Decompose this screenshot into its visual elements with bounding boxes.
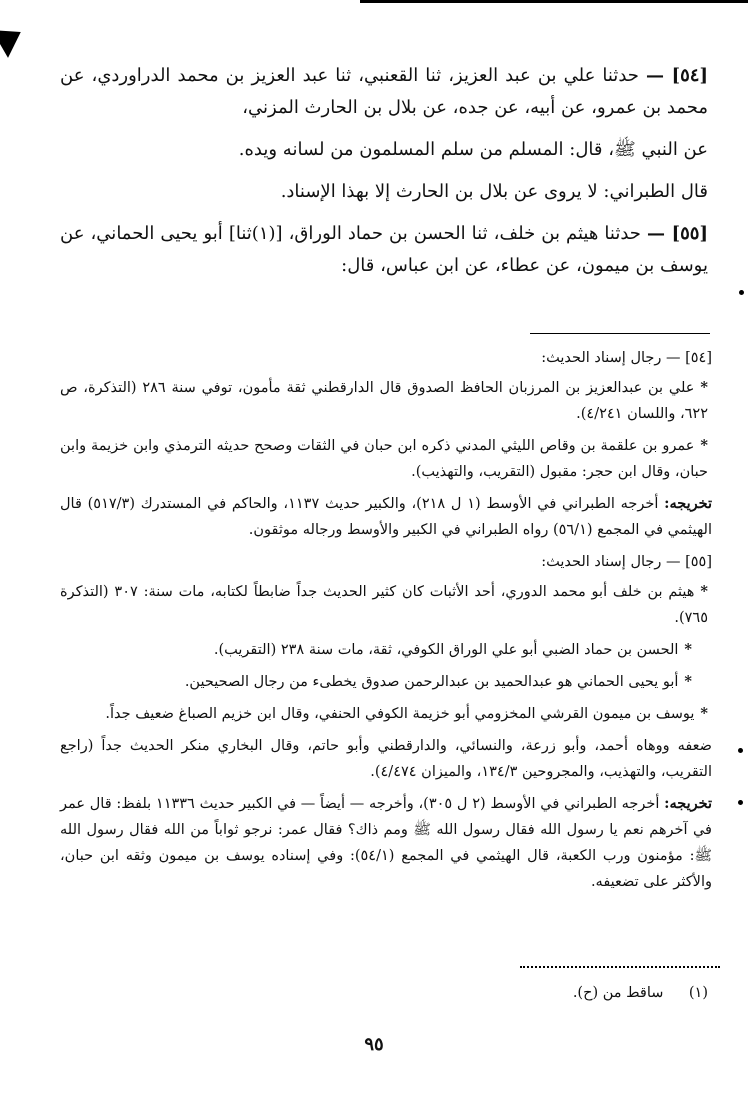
main-text [60, 60, 708, 292]
page-number: ٩٥ [364, 1034, 384, 1055]
footnote-separator [530, 333, 710, 334]
margin-dot [739, 290, 744, 295]
footnote [573, 980, 708, 1006]
hadith-54-tabarani-note: قال الطبراني: لا يروى عن بلال بن الحارث إلا بهذا الإسناد. [280, 181, 708, 202]
notes-55-takhrij: تخريجه: أخرجه الطبراني في الأوسط (٢ ل ٣٠٥)، وأخرجه — أيضاً — في الكبير حديث ١١٣٣٦ بلفظ: قال عمر في آخرهم نعم يا رسول الله فقال رسول الله ﷺ ومم ذاك؟ فقال عمر: نرجو ثواباً من الله فقال رسول الله ﷺ: مؤمنون ورب الكعبة، قال الهيثمي في المجمع (٥٤/١): وفي إسناده يوسف بن ميمون وثقه ابن حبان، والأكثر على تضعيفه. [60, 795, 713, 890]
notes-55-item: *أبو يحيى الحماني هو عبدالحميد بن عبدالرحمن صدوق يخطىء من رجال الصحيحين. [184, 673, 692, 690]
hadith-55-number: [٥٥] — [646, 223, 708, 244]
notes-54-item: *عمرو بن علقمة بن وقاص الليثي المدني ذكره ابن حبان في الثقات وصحح حديثه الترمذي وابن خزيمة وابن حبان، وقال ابن حجر: مقبول (التقريب، والتهذيب). [60, 437, 708, 480]
top-border-rule [360, 0, 748, 3]
notes-54-header: [٥٤] — رجال إسناد الحديث: [541, 350, 712, 366]
corner-scan-mark [0, 18, 29, 58]
notes-54-takhrij: تخريجه: أخرجه الطبراني في الأوسط (١ ل ٢١٨)، والكبير حديث ١١٣٧، والحاكم في المستدرك (٥١٧/٣) قال الهيثمي في المجمع (٥٦/١) رواه الطبراني في الكبير والأوسط ورجاله موثقون. [60, 495, 713, 538]
notes-55-item: *يوسف بن ميمون القرشي المخزومي أبو خزيمة الكوفي الحنفي، وقال ابن خزيم الصباغ ضعيف جداً. [105, 705, 708, 722]
footnote-dotted-rule [520, 966, 720, 968]
notes-55-header: [٥٥] — رجال إسناد الحديث: [541, 554, 712, 570]
notes-55-item: *هيثم بن خلف أبو محمد الدوري، أحد الأثبات كان كثير الحديث جداً ضابطاً لكتابه، مات سنة: ٣٠٧ (التذكرة ٧٦٥). [60, 583, 709, 626]
hadith-54-isnad [60, 60, 708, 124]
commentary [60, 345, 712, 901]
hadith-55-isnad [60, 218, 708, 282]
margin-dot [738, 800, 743, 805]
footnote-text: ساقط من (ح). [572, 985, 664, 1001]
hadith-54-number: [٥٤] — [645, 65, 708, 86]
notes-55-item: *الحسن بن حماد الضبي أبو علي الوراق الكوفي، ثقة، مات سنة ٢٣٨ (التقريب). [213, 641, 692, 658]
notes-54-item: *علي بن عبدالعزيز بن المرزبان الحافظ الصدوق قال الدارقطني ثقة مأمون، توفي سنة ٢٨٦ (التذكرة، ص ٦٢٢، واللسان ٤/٢٤١). [60, 379, 708, 422]
hadith-55-chain: حدثنا هيثم بن خلف، ثنا الحسن بن حماد الوراق، [(١)ثنا] أبو يحيى الحماني، عن يوسف بن ميمون، عن عطاء، عن ابن عباس، قال: [60, 223, 708, 276]
hadith-54-chain: حدثنا علي بن عبد العزيز، ثنا القعنبي، ثنا عبد العزيز بن محمد الدراوردي، عن محمد بن عمرو، عن أبيه، عن جده، عن بلال بن الحارث المزني، [60, 65, 708, 118]
margin-dot [738, 748, 743, 753]
footnote-number: (١) [688, 985, 708, 1001]
hadith-54-matn: عن النبي ﷺ، قال: المسلم من سلم المسلمون من لسانه ويده. [238, 139, 708, 160]
notes-55-extra: ضعفه ووهاه أحمد، وأبو زرعة، والنسائي، والدارقطني وأبو حاتم، وقال البخاري منكر الحديث جداً (راجع التقريب، والتهذيب، والمجروحين ١٣٤/٣، والميزان ٤/٤٧٤). [60, 738, 712, 780]
